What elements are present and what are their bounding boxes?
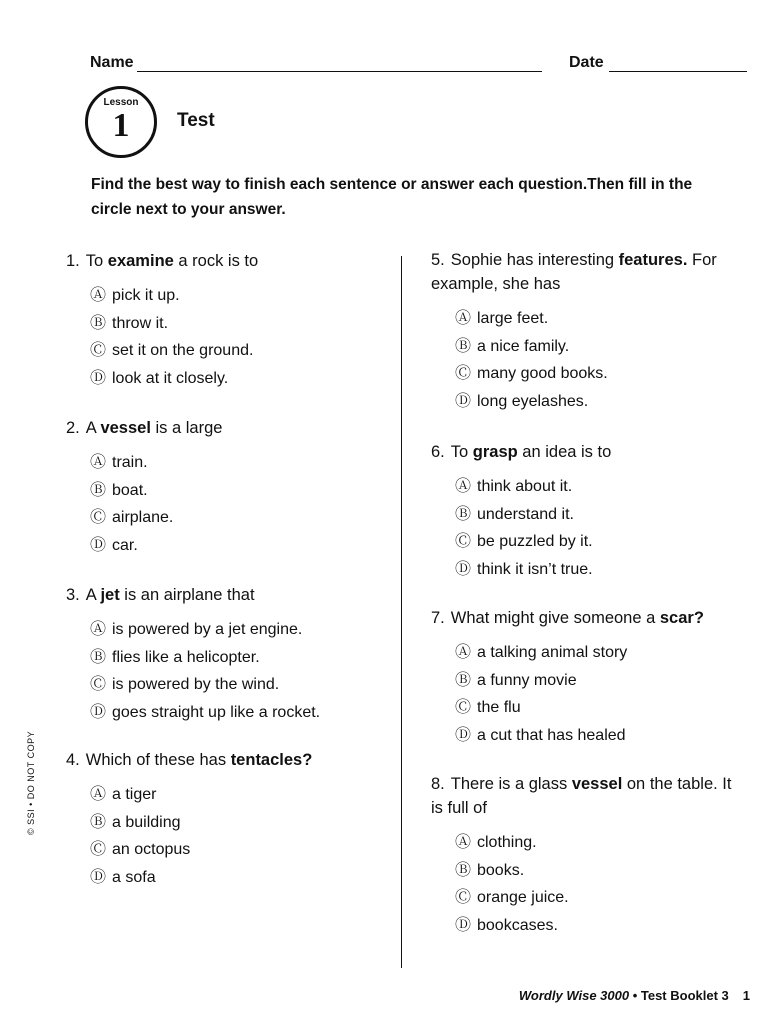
footer-title: Wordly Wise 3000 (518, 988, 630, 1003)
answer-choice[interactable] (455, 912, 746, 940)
answer-text: be puzzled by it. (477, 533, 593, 551)
answer-choice[interactable] (90, 365, 386, 393)
answer-bubble-icon[interactable]: Ⓒ (455, 889, 472, 907)
answer-text: a nice family. (477, 337, 570, 355)
answer-choices (431, 829, 746, 940)
answer-choices (66, 781, 386, 892)
answer-choice[interactable] (455, 694, 746, 722)
question-3 (66, 583, 386, 727)
answer-choice[interactable] (90, 282, 386, 310)
answer-bubble-icon[interactable]: Ⓓ (455, 727, 472, 745)
answer-text: a talking animal story (477, 644, 628, 661)
answer-text: airplane. (112, 509, 174, 527)
answer-choice[interactable] (455, 501, 746, 529)
answer-bubble-icon[interactable]: Ⓑ (455, 505, 472, 523)
question-text: What might give someone a (450, 609, 660, 627)
name-label: Name (90, 54, 134, 71)
question-text: A (85, 419, 101, 437)
answer-choice[interactable] (90, 310, 386, 338)
answer-bubble-icon[interactable]: Ⓑ (455, 337, 472, 355)
answer-bubble-icon[interactable]: Ⓒ (90, 676, 107, 694)
answer-choice[interactable] (455, 388, 746, 416)
question-text-end: on the table. It is full of (431, 775, 732, 817)
answer-choice[interactable] (455, 528, 746, 556)
answer-text: a cut that has healed (477, 727, 626, 745)
answer-text: think it isn’t true. (477, 561, 593, 579)
answer-text: bookcases. (477, 917, 558, 935)
question-keyword: jet (100, 586, 120, 604)
answer-text: a sofa (112, 869, 156, 887)
answer-choice[interactable] (455, 473, 746, 501)
page-title: Test (177, 110, 215, 131)
question-text: To (85, 252, 108, 270)
question-keyword: examine (107, 252, 174, 270)
name-field[interactable] (137, 71, 542, 72)
answer-choice[interactable] (455, 333, 746, 361)
answer-choice[interactable] (90, 836, 386, 864)
answer-text: clothing. (477, 834, 537, 851)
answer-text: many good books. (477, 365, 608, 383)
question-keyword: scar? (659, 609, 704, 627)
question-stem (431, 606, 746, 630)
answer-text: flies like a helicopter. (112, 648, 260, 666)
footer-booklet: Test Booklet 3 (640, 988, 729, 1003)
question-stem (66, 249, 386, 273)
question-5 (431, 248, 746, 416)
question-number: 7. (431, 609, 445, 627)
question-text-end: a rock is to (173, 252, 259, 270)
question-number: 3. (66, 586, 80, 604)
answer-bubble-icon[interactable]: Ⓒ (90, 342, 107, 360)
answer-bubble-icon[interactable]: Ⓐ (90, 454, 107, 471)
answer-choice[interactable] (90, 337, 386, 365)
answer-bubble-icon[interactable]: Ⓒ (455, 699, 472, 717)
answer-text: car. (112, 537, 138, 555)
answer-choice[interactable] (455, 556, 746, 584)
answer-text: long eyelashes. (477, 393, 589, 411)
question-number: 1. (66, 252, 80, 270)
answer-choice[interactable] (455, 884, 746, 912)
question-1 (66, 249, 386, 393)
answer-bubble-icon[interactable]: Ⓓ (90, 704, 107, 722)
answer-choice[interactable] (455, 829, 746, 857)
answer-choices (66, 616, 386, 727)
question-text: Sophie has interesting (450, 251, 619, 269)
answer-text: books. (477, 861, 525, 879)
answer-bubble-icon[interactable]: Ⓓ (455, 393, 472, 411)
answer-choices (431, 473, 746, 584)
question-text: There is a glass (450, 775, 572, 793)
answer-choices (66, 282, 386, 393)
column-divider (401, 256, 402, 968)
answer-text: think about it. (477, 478, 573, 495)
question-stem (431, 772, 746, 820)
question-keyword: vessel (571, 775, 623, 793)
answer-bubble-icon[interactable]: Ⓑ (90, 813, 107, 831)
answer-bubble-icon[interactable]: Ⓑ (455, 861, 472, 879)
answer-text: an octopus (112, 841, 191, 859)
answer-choice[interactable] (90, 644, 386, 672)
answer-bubble-icon[interactable]: Ⓒ (90, 841, 107, 859)
footer-bullet: • (629, 988, 641, 1003)
answer-text: pick it up. (112, 287, 180, 304)
answer-bubble-icon[interactable]: Ⓐ (455, 478, 472, 495)
answer-choice[interactable] (90, 781, 386, 809)
question-stem (431, 248, 746, 296)
answer-text: goes straight up like a rocket. (112, 704, 321, 722)
answer-bubble-icon[interactable]: Ⓑ (90, 314, 107, 332)
date-label: Date (569, 54, 604, 71)
question-number: 2. (66, 419, 80, 437)
question-keyword: vessel (100, 419, 151, 437)
answer-choice[interactable] (455, 722, 746, 750)
question-6 (431, 440, 746, 584)
question-stem (66, 583, 386, 607)
answer-bubble-icon[interactable]: Ⓐ (455, 310, 472, 327)
answer-text: look at it closely. (112, 370, 229, 388)
question-keyword: features. (618, 251, 688, 269)
answer-text: a building (112, 813, 181, 831)
answer-choice[interactable] (90, 699, 386, 727)
answer-choice[interactable] (455, 360, 746, 388)
instructions: Find the best way to finish each sentence or answer each question.Then fill in the circle next to your answer. (91, 176, 693, 218)
answer-text: large feet. (477, 310, 549, 327)
answer-text: set it on the ground. (112, 342, 254, 360)
answer-choice[interactable] (90, 809, 386, 837)
answer-text: the flu (477, 699, 521, 717)
lesson-number: 1 (112, 107, 130, 144)
answer-bubble-icon[interactable]: Ⓓ (90, 869, 107, 887)
question-4 (66, 748, 386, 892)
answer-bubble-icon[interactable]: Ⓓ (90, 537, 107, 555)
question-text: A (85, 586, 101, 604)
answer-text: orange juice. (477, 889, 569, 907)
answer-choices (431, 639, 746, 750)
answer-bubble-icon[interactable]: Ⓓ (455, 561, 472, 579)
question-number: 6. (431, 443, 445, 461)
page-number: 1 (742, 988, 750, 1003)
question-keyword: tentacles? (230, 751, 313, 769)
answer-choice[interactable] (455, 667, 746, 695)
question-number: 4. (66, 751, 80, 769)
answer-text: train. (112, 454, 148, 471)
answer-choice[interactable] (90, 864, 386, 892)
lesson-word: Lesson (103, 97, 139, 108)
answer-bubble-icon[interactable]: Ⓓ (455, 917, 472, 935)
answer-text: boat. (112, 481, 148, 499)
answer-bubble-icon[interactable]: Ⓒ (455, 533, 472, 551)
answer-text: a funny movie (477, 671, 577, 689)
answer-bubble-icon[interactable]: Ⓒ (90, 509, 107, 527)
answer-text: is powered by a jet engine. (112, 621, 303, 638)
answer-text: a tiger (112, 786, 157, 803)
answer-choices (431, 305, 746, 416)
question-8 (431, 772, 746, 940)
question-text-end: is a large (150, 419, 223, 437)
question-text-end: is an airplane that (119, 586, 255, 604)
question-text: To (450, 443, 473, 461)
answer-choice[interactable] (90, 449, 386, 477)
date-field[interactable] (609, 71, 747, 72)
question-stem (431, 440, 746, 464)
question-stem (66, 416, 386, 440)
answer-choice[interactable] (90, 504, 386, 532)
answer-choice[interactable] (455, 639, 746, 667)
answer-bubble-icon[interactable]: Ⓐ (90, 621, 107, 638)
answer-bubble-icon[interactable]: Ⓑ (455, 671, 472, 689)
answer-text: is powered by the wind. (112, 676, 280, 694)
answer-choice[interactable] (90, 477, 386, 505)
answer-choice[interactable] (90, 532, 386, 560)
answer-bubble-icon[interactable]: Ⓐ (90, 786, 107, 803)
answer-choice[interactable] (455, 857, 746, 885)
footer (519, 988, 750, 1003)
question-keyword: grasp (472, 443, 518, 461)
answer-bubble-icon[interactable]: Ⓑ (90, 481, 107, 499)
copyright-note: © SSI • DO NOT COPY (26, 730, 36, 835)
answer-bubble-icon[interactable]: Ⓓ (90, 370, 107, 388)
answer-choice[interactable] (90, 616, 386, 644)
question-2 (66, 416, 386, 560)
question-text-end: For example, she has (431, 251, 717, 293)
question-text: Which of these has (85, 751, 231, 769)
answer-bubble-icon[interactable]: Ⓑ (90, 648, 107, 666)
question-text-end: an idea is to (517, 443, 612, 461)
answer-bubble-icon[interactable]: Ⓐ (90, 287, 107, 304)
answer-bubble-icon[interactable]: Ⓐ (455, 644, 472, 661)
answer-choices (66, 449, 386, 560)
answer-choice[interactable] (455, 305, 746, 333)
answer-bubble-icon[interactable]: Ⓐ (455, 834, 472, 851)
answer-choice[interactable] (90, 671, 386, 699)
lesson-badge (85, 86, 157, 158)
answer-text: throw it. (112, 314, 169, 332)
question-stem (66, 748, 386, 772)
question-7 (431, 606, 746, 750)
answer-text: understand it. (477, 505, 574, 523)
question-number: 5. (431, 251, 445, 269)
question-number: 8. (431, 775, 445, 793)
answer-bubble-icon[interactable]: Ⓒ (455, 365, 472, 383)
